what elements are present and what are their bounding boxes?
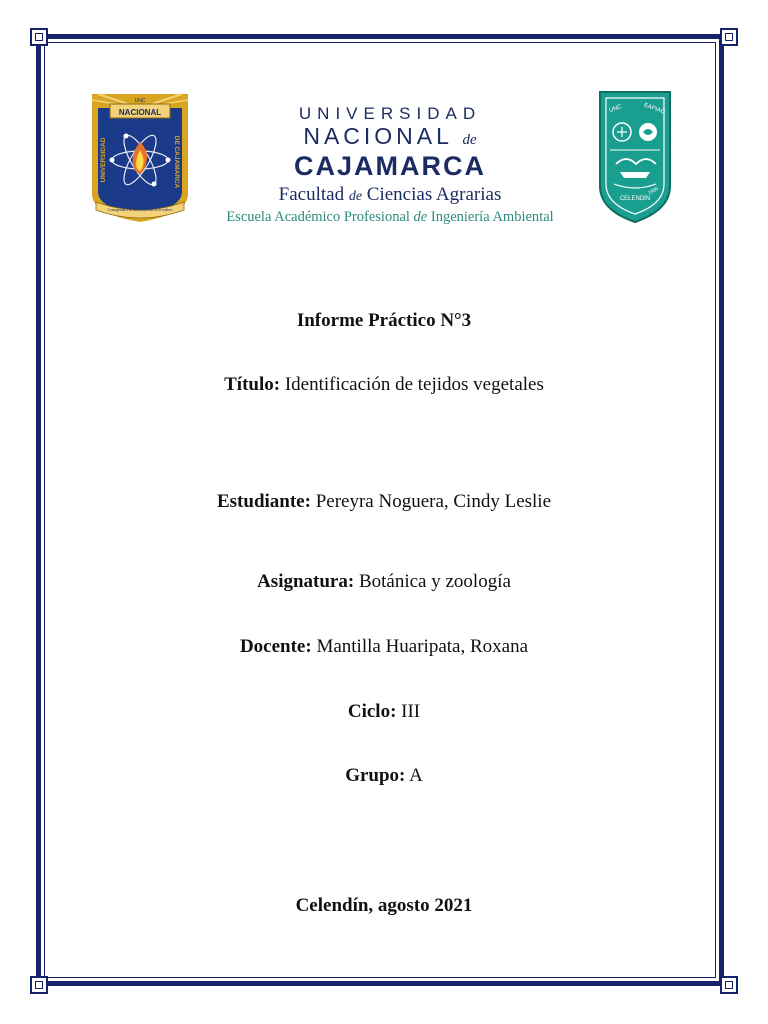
- crest-right-text: DE CAJAMARCA: [173, 135, 180, 189]
- university-header: [200, 104, 580, 226]
- university-name-line3: CAJAMARCA: [294, 151, 486, 181]
- school-name: Escuela Académico Profesional de Ingeniería Ambiental: [226, 209, 554, 225]
- cycle-line: [44, 701, 724, 723]
- title-label: Título:: [224, 374, 281, 395]
- crest-motto: Consagrada a la vida y defensa de la cultura: [107, 208, 173, 212]
- crest-year-text: 1995: [647, 185, 660, 197]
- place-date: Celendín, agosto 2021: [295, 895, 473, 916]
- student-label: Estudiante:: [216, 491, 311, 512]
- crest-top-text: UNC: [134, 98, 146, 104]
- teacher-value: Mantilla Huaripata, Roxana: [311, 636, 529, 657]
- border-corner-ornament: [720, 976, 738, 994]
- teacher-line: [44, 636, 724, 658]
- crest-banner-text: NACIONAL: [118, 108, 162, 117]
- subject-value: Botánica y zoología: [354, 571, 511, 592]
- student-value: Pereyra Noguera, Cindy Leslie: [310, 491, 552, 512]
- group-label: Grupo:: [345, 765, 406, 786]
- crest-left-text: UNIVERSIDAD: [100, 137, 107, 183]
- crest-top-right-text: EAPIAC: [642, 102, 666, 116]
- teacher-label: Docente:: [239, 636, 312, 657]
- border-corner-ornament: [720, 28, 738, 46]
- subject-line: [44, 571, 724, 593]
- university-name-line1: UNIVERSIDAD: [298, 104, 482, 123]
- crest-top-left-text: UNC: [608, 104, 623, 115]
- group-value: A: [405, 765, 423, 786]
- report-title-line: [44, 374, 724, 396]
- group-line: [44, 765, 724, 787]
- crest-bottom-text: CELENDÍN: [619, 196, 651, 202]
- title-value: Identificación de tejidos vegetales: [280, 374, 544, 395]
- cycle-label: Ciclo:: [347, 701, 397, 722]
- student-line: [44, 491, 724, 513]
- school-crest-logo: [596, 88, 674, 226]
- border-corner-ornament: [30, 976, 48, 994]
- faculty-name: Facultad de Ciencias Agrarias: [278, 184, 502, 205]
- university-name-line2: NACIONAL de: [303, 123, 477, 149]
- report-title: Informe Práctico N°3: [296, 310, 472, 331]
- cycle-value: III: [396, 701, 421, 722]
- university-crest-logo: [88, 90, 192, 224]
- border-corner-ornament: [30, 28, 48, 46]
- subject-label: Asignatura:: [257, 571, 355, 592]
